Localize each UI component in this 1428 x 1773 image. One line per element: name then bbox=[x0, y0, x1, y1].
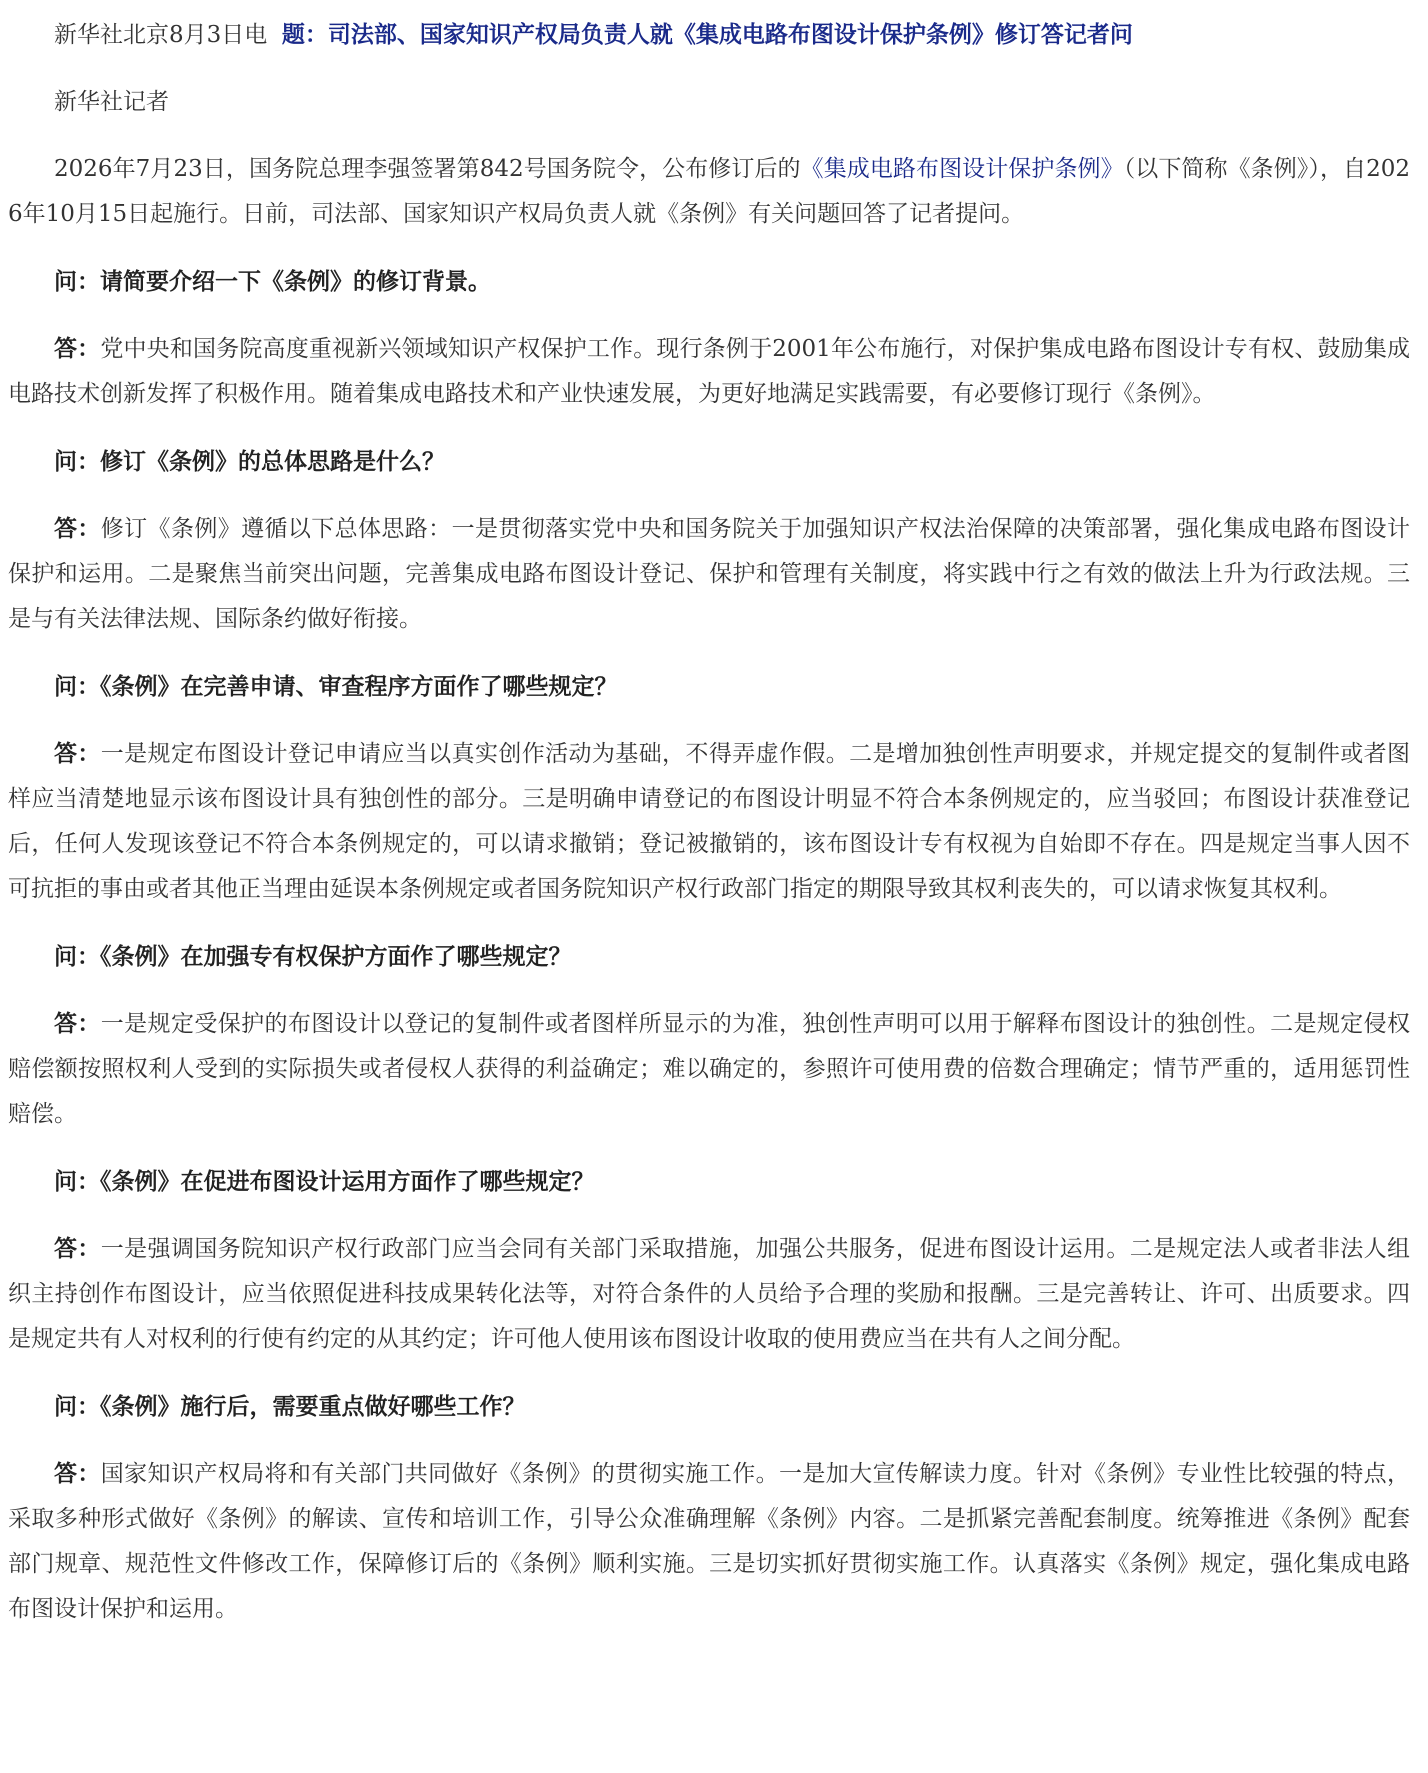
question-6: 问：《条例》施行后，需要重点做好哪些工作？ bbox=[54, 1393, 526, 1420]
answer-text: 党中央和国务院高度重视新兴领域知识产权保护工作。现行条例于2001年公布施行，对保护集成电路布图设计专有权、鼓励集成电路技术创新发挥了积极作用。随着集成电路技术和产业快速发展，为更好地满足实践需要，有必要修订现行《条例》。 bbox=[8, 336, 1410, 407]
answer-text: 一是规定受保护的布图设计以登记的复制件或者图样所显示的为准，独创性声明可以用于解释布图设计的独创性。二是规定侵权赔偿额按照权利人受到的实际损失或者侵权人获得的利益确定；难以确定的，参照许可使用费的倍数合理确定；情节严重的，适用惩罚性赔偿。 bbox=[8, 1011, 1411, 1127]
answer-label: 答： bbox=[54, 1010, 101, 1037]
question-2: 问：修订《条例》的总体思路是什么？ bbox=[54, 448, 445, 475]
answer-label: 答： bbox=[54, 1235, 101, 1262]
answer-text: 一是强调国务院知识产权行政部门应当会同有关部门采取措施，加强公共服务，促进布图设计运用。二是规定法人或者非法人组织主持创作布图设计，应当依照促进科技成果转化法等，对符合条件的人员给予合理的奖励和报酬。三是完善转让、许可、出质要求。四是规定共有人对权利的行使有约定的从其约定；许可他人使用该布图设计收取的使用费应当在共有人之间分配。 bbox=[8, 1236, 1411, 1352]
answer-5 bbox=[8, 1226, 1410, 1362]
question-5: 问：《条例》在促进布图设计运用方面作了哪些规定？ bbox=[54, 1168, 595, 1195]
question-1: 问：请简要介绍一下《条例》的修订背景。 bbox=[54, 268, 491, 295]
headline: 题：司法部、国家知识产权局负责人就《集成电路布图设计保护条例》修订答记者问 bbox=[281, 21, 1133, 48]
answer-label: 答： bbox=[54, 515, 101, 542]
regulation-link[interactable]: 《集成电路布图设计保护条例》 bbox=[800, 156, 1124, 182]
answer-text: 修订《条例》遵循以下总体思路：一是贯彻落实党中央和国务院关于加强知识产权法治保障的决策部署，强化集成电路布图设计保护和运用。二是聚焦当前突出问题，完善集成电路布图设计登记、保护和管理有关制度，将实践中行之有效的做法上升为行政法规。三是与有关法律法规、国际条约做好衔接。 bbox=[8, 516, 1411, 632]
dateline: 新华社北京8月3日电 bbox=[54, 22, 268, 48]
answer-1 bbox=[8, 326, 1410, 417]
lead-paragraph bbox=[8, 12, 1410, 58]
answer-3 bbox=[8, 731, 1410, 912]
answer-label: 答： bbox=[54, 335, 101, 362]
intro-text-before: 2026年7月23日，国务院总理李强签署第842号国务院令，公布修订后的 bbox=[54, 156, 801, 182]
question-3: 问：《条例》在完善申请、审查程序方面作了哪些规定？ bbox=[54, 673, 618, 700]
answer-label: 答： bbox=[54, 1460, 101, 1487]
question-4: 问：《条例》在加强专有权保护方面作了哪些规定？ bbox=[54, 943, 572, 970]
answer-text: 一是规定布图设计登记申请应当以真实创作活动为基础，不得弄虚作假。二是增加独创性声明要求，并规定提交的复制件或者图样应当清楚地显示该布图设计具有独创性的部分。三是明确申请登记的布图设计明显不符合本条例规定的，应当驳回；布图设计获准登记后，任何人发现该登记不符合本条例规定的，可以请求撤销；登记被撤销的，该布图设计专有权视为自始即不存在。四是规定当事人因不可抗拒的事由或者其他正当理由延误本条例规定或者国务院知识产权行政部门指定的期限导致其权利丧失的，可以请求恢复其权利。 bbox=[8, 741, 1411, 902]
intro-paragraph bbox=[8, 147, 1410, 237]
byline: 新华社记者 bbox=[54, 89, 169, 115]
answer-6 bbox=[8, 1451, 1410, 1632]
answer-label: 答： bbox=[54, 740, 101, 767]
answer-4 bbox=[8, 1001, 1410, 1137]
answer-2 bbox=[8, 506, 1410, 642]
intro-text-after: （以下简称《条例》），自2026年10月15日起施行。日前，司法部、国家知识产权局负责人就《条例》有关问题回答了记者提问。 bbox=[8, 156, 1410, 227]
answer-text: 国家知识产权局将和有关部门共同做好《条例》的贯彻实施工作。一是加大宣传解读力度。针对《条例》专业性比较强的特点，采取多种形式做好《条例》的解读、宣传和培训工作，引导公众准确理解《条例》内容。二是抓紧完善配套制度。统筹推进《条例》配套部门规章、规范性文件修改工作，保障修订后的《条例》顺利实施。三是切实抓好贯彻实施工作。认真落实《条例》规定，强化集成电路布图设计保护和运用。 bbox=[8, 1461, 1411, 1622]
